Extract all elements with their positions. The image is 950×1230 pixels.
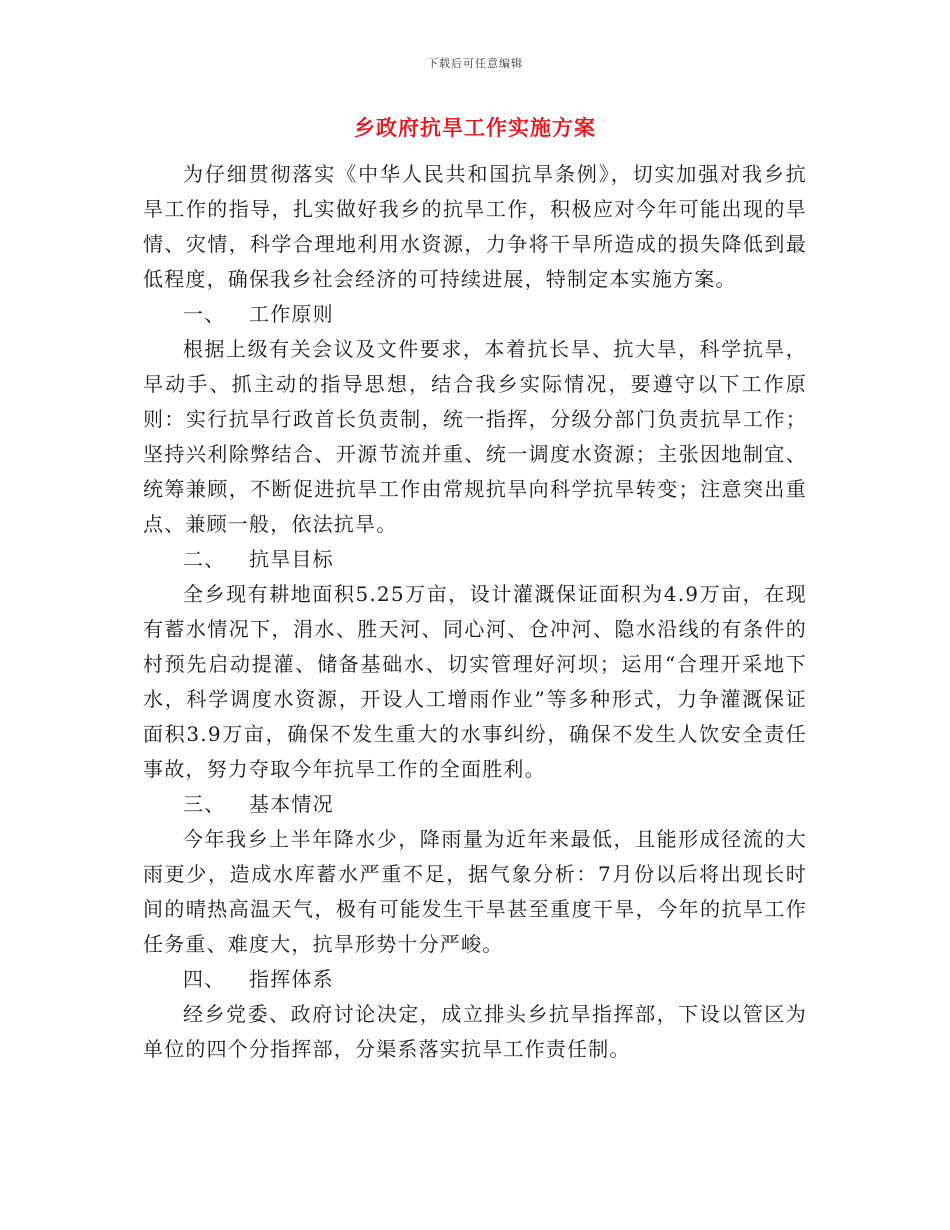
section-body-4: 经乡党委、政府讨论决定，成立排头乡抗旱指挥部，下设以管区为单位的四个分指挥部，分渠系落实抗旱工作责任制。 — [143, 1002, 807, 1061]
section-body-3: 今年我乡上半年降水少，降雨量为近年来最低，且能形成径流的大雨更少，造成水库蓄水严重不足，据气象分析：7月份以后将出现长时间的晴热高温天气，极有可能发生干旱甚至重度干旱，今年的抗旱工作任务重、难度大，抗旱形势十分严峻。 — [143, 827, 807, 956]
section-number: 一、 — [183, 302, 226, 326]
section-heading-1 — [143, 297, 807, 332]
section-heading-3 — [143, 787, 807, 822]
header-note: 下载后可任意编辑 — [427, 57, 523, 70]
section-number: 四、 — [183, 967, 226, 991]
section-title: 基本情况 — [249, 792, 334, 816]
section-heading-4 — [143, 962, 807, 997]
section-body-1: 根据上级有关会议及文件要求，本着抗长旱、抗大旱，科学抗旱，早动手、抓主动的指导思想，结合我乡实际情况，要遵守以下工作原则：实行抗旱行政首长负责制，统一指挥，分级分部门负责抗旱工作；坚持兴利除弊结合、开源节流并重、统一调度水资源；主张因地制宜、统筹兼顾，不断促进抗旱工作由常规抗旱向科学抗旱转变；注意突出重点、兼顾一般，依法抗旱。 — [143, 337, 807, 536]
intro-paragraph: 为仔细贯彻落实《中华人民共和国抗旱条例》，切实加强对我乡抗旱工作的指导，扎实做好我乡的抗旱工作，积极应对今年可能出现的旱情、灾情，科学合理地利用水资源，力争将干旱所造成的损失降低到最低程度，确保我乡社会经济的可持续进展，特制定本实施方案。 — [143, 162, 807, 291]
section-number: 二、 — [183, 547, 226, 571]
section-number: 三、 — [183, 792, 226, 816]
section-heading-2 — [143, 542, 807, 577]
section-title: 指挥体系 — [249, 967, 334, 991]
document-body — [143, 157, 807, 1067]
document-title: 乡政府抗旱工作实施方案 — [354, 115, 596, 140]
section-body-2: 全乡现有耕地面积5.25万亩，设计灌溉保证面积为4.9万亩，在现有蓄水情况下，涓水、胜天河、同心河、仓冲河、隐水沿线的有条件的村预先启动提灌、储备基础水、切实管理好河坝；运用“合理开采地下水，科学调度水资源，开设人工增雨作业”等多种形式，力争灌溉保证面积3.9万亩，确保不发生重大的水事纠纷，确保不发生人饮安全责任事故，努力夺取今年抗旱工作的全面胜利。 — [143, 582, 807, 781]
section-title: 抗旱目标 — [249, 547, 334, 571]
section-title: 工作原则 — [249, 302, 334, 326]
